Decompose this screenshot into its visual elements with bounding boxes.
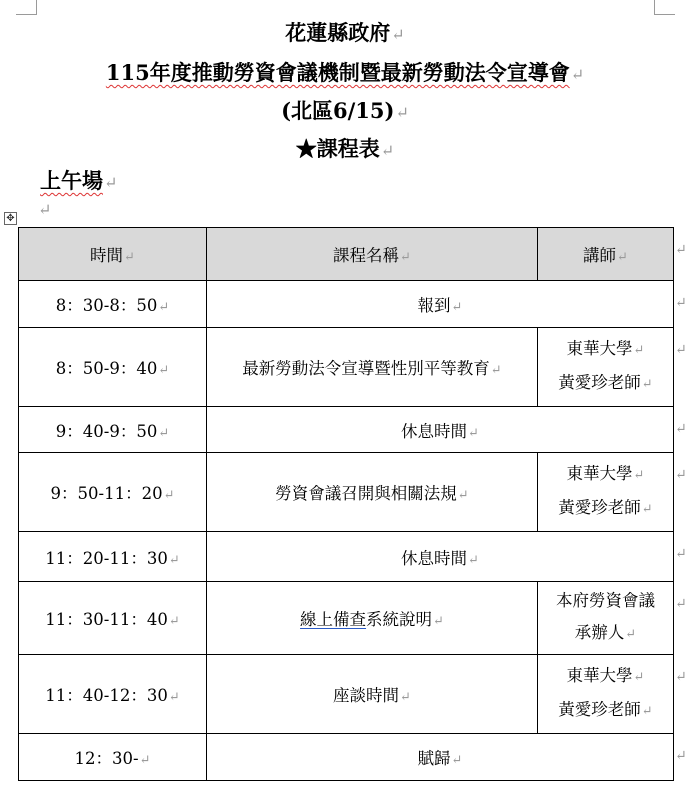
table-row	[19, 328, 674, 407]
instructor-cell: 東華大學↵ 黃愛珍老師↵	[538, 328, 674, 407]
course-cell: 賦歸↵	[207, 734, 674, 781]
page-corner-mark-left	[16, 0, 37, 15]
table-row	[19, 734, 674, 781]
course-cell: 座談時間↵	[207, 655, 538, 734]
table-row	[19, 532, 674, 582]
time-cell: 8：30-8：50↵	[19, 281, 207, 328]
header-instructor: 講師↵	[538, 228, 674, 281]
course-cell: 報到↵	[207, 281, 674, 328]
time-cell: 9：40-9：50↵	[19, 407, 207, 453]
page-corner-mark-right	[654, 0, 675, 15]
table-row	[19, 407, 674, 453]
title-line-1: 花蓮縣政府↵	[285, 20, 405, 45]
header-course: 課程名稱↵	[207, 228, 538, 281]
row-end-mark: ↵	[675, 242, 687, 258]
table-row	[19, 453, 674, 532]
instructor-cell: 東華大學↵ 黃愛珍老師↵	[538, 655, 674, 734]
row-end-mark: ↵	[675, 669, 687, 685]
table-header-row	[19, 228, 674, 281]
table-row	[19, 655, 674, 734]
time-cell: 11：30-11：40↵	[19, 582, 207, 655]
row-end-mark: ↵	[675, 546, 687, 562]
title-line-3: (北區6/15)↵	[281, 98, 409, 123]
instructor-cell: 本府勞資會議 承辦人↵	[538, 582, 674, 655]
table-row	[19, 281, 674, 328]
row-end-mark: ↵	[675, 467, 687, 483]
row-end-mark: ↵	[675, 295, 687, 311]
course-cell: 線上備查系統說明↵	[207, 582, 538, 655]
course-cell: 最新勞動法令宣導暨性別平等教育↵	[207, 328, 538, 407]
time-cell: 11：20-11：30↵	[19, 532, 207, 582]
row-end-mark: ↵	[675, 342, 687, 358]
row-end-mark: ↵	[675, 421, 687, 437]
session-heading: 上午場↵	[40, 168, 118, 193]
schedule-table	[18, 227, 674, 781]
title-line-2: 115年度推動勞資會議機制暨最新勞動法令宣導會↵	[105, 60, 585, 85]
table-row	[19, 582, 674, 655]
title-line-4: ★課程表↵	[295, 136, 395, 161]
time-cell: 11：40-12：30↵	[19, 655, 207, 734]
table-move-handle-icon[interactable]: ✥	[4, 212, 17, 225]
time-cell: 9：50-11：20↵	[19, 453, 207, 532]
course-cell: 勞資會議召開與相關法規↵	[207, 453, 538, 532]
row-end-mark: ↵	[675, 748, 687, 764]
row-end-mark: ↵	[675, 596, 687, 612]
time-cell: 8：50-9：40↵	[19, 328, 207, 407]
course-cell: 休息時間↵	[207, 532, 674, 582]
course-cell: 休息時間↵	[207, 407, 674, 453]
instructor-cell: 東華大學↵ 黃愛珍老師↵	[538, 453, 674, 532]
time-cell: 12：30-↵	[19, 734, 207, 781]
header-time: 時間↵	[19, 228, 207, 281]
empty-paragraph-mark: ↵	[38, 200, 52, 219]
